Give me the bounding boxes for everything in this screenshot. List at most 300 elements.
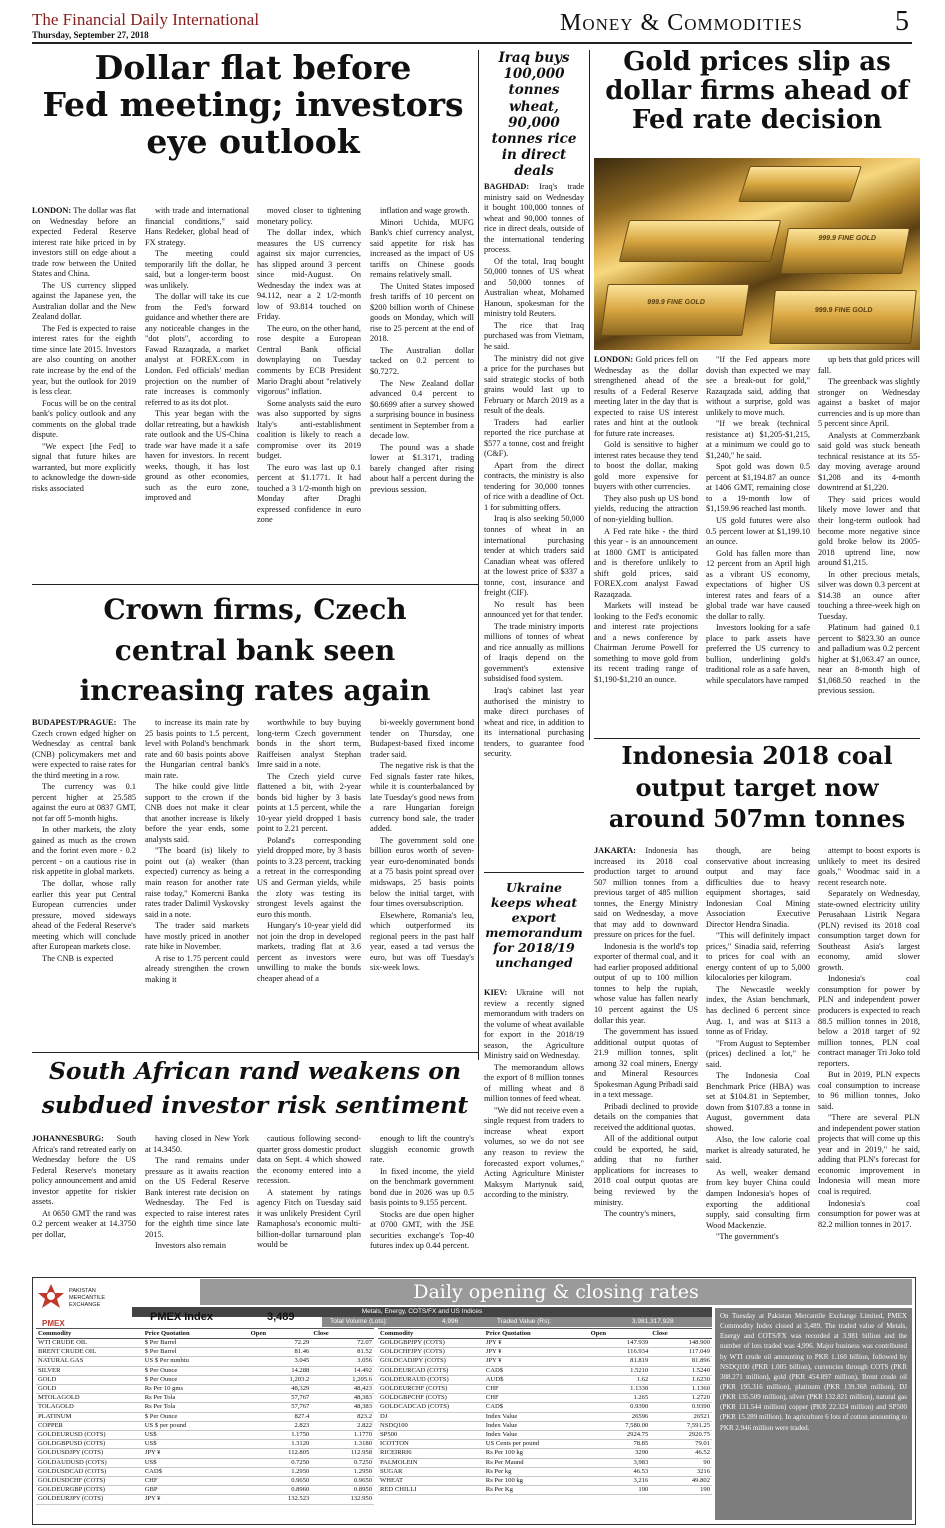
- table-row: [378, 1440, 712, 1449]
- paragraph: Focus will be on the central bank's policy outlook and any comments on the global trade dispute.: [32, 398, 136, 440]
- rand-headline: [32, 1054, 478, 1122]
- quotation-cell: CAD$: [484, 1403, 589, 1412]
- commodity-cell: GOLDEURCHF (COTS): [378, 1385, 484, 1394]
- table-row: [36, 1403, 374, 1412]
- gold-bar: [600, 284, 749, 336]
- close-cell: 2.822: [311, 1421, 374, 1430]
- table-row: [378, 1421, 712, 1430]
- commodity-cell: GOLDUSDJPY (COTS): [36, 1449, 143, 1458]
- quotation-cell: US$: [143, 1458, 249, 1467]
- gold-bars-photo: [594, 158, 920, 350]
- close-cell: 0.7250: [311, 1458, 374, 1467]
- section-rule: [32, 584, 478, 585]
- open-cell: 78.85: [589, 1440, 651, 1449]
- paragraph: KIEV: Ukraine will not review a recently signed memorandum with traders on the volume of wheat available for export in the 2018/19 season, the Agriculture Ministry said on Wednesday.: [484, 988, 584, 1061]
- paragraph: The Indonesia Coal Benchmark Price (HBA) was set at $104.81 in September, down from $107.83 a tonne in August, government data showed.: [706, 1071, 810, 1133]
- paragraph: The pound was a shade lower at $1.3171, trading barely changed after rising about half a percent during the previous session.: [370, 442, 474, 494]
- rand-column-4: [370, 1134, 474, 1269]
- commodity-cell: PALMOLEIN: [378, 1458, 484, 1467]
- paragraph: Hungary's 10-year yield did not join the drop in developed markets, trading flat at 3.6 percent as investors were unwilling to make the bonds cheaper ahead of a: [257, 921, 361, 983]
- paragraph: Investors also remain: [155, 1241, 226, 1251]
- gold-headline-line: Fed rate decision: [631, 105, 883, 136]
- quotation-cell: CHF: [484, 1385, 589, 1394]
- quotation-cell: Rs Per 10 gms: [143, 1385, 249, 1394]
- quotation-cell: GBP: [143, 1486, 249, 1495]
- column-header: Commodity: [36, 1329, 143, 1339]
- close-cell: 0.9650: [311, 1477, 374, 1486]
- paragraph: Separately on Wednesday, state-owned electricity utility Perusahaan Listrik Negara (PLN) revised its 2018 coal consumption target down for Southeast Asia's largest economy, amid slower growth.: [818, 889, 920, 972]
- open-cell: 190: [589, 1486, 651, 1495]
- column-header: Open: [249, 1329, 312, 1339]
- open-cell: 3290: [589, 1449, 651, 1458]
- paragraph: Analysts at Commerzbank said gold was stuck beneath technical resistance at its 55-day moving average around $1,208 and its 4-month downtrend at $1,220.: [818, 430, 920, 493]
- commodity-cell: GOLDEURJPY (COTS): [36, 1495, 143, 1504]
- paragraph: LONDON: The dollar was flat on Wednesday before an expected Federal Reserve interest rate hike priced in by investors still on edge about a trade row between the United States and China.: [32, 206, 136, 279]
- gold-bar-stamp: 999.9 FINE GOLD: [646, 299, 706, 306]
- paragraph: No result has been announced yet for that tender.: [484, 599, 584, 620]
- open-cell: 72.29: [249, 1339, 312, 1348]
- paragraph: The currency was 0.1 percent higher at 25.585 against the euro at 0837 GMT, not far off 5-month highs.: [32, 782, 136, 823]
- paragraph: The rand remains under pressure as it awaits reaction on the US Federal Reserve Bank interest rate decision on Wednesday. The Fed is expected to raise interest rates for the eighth time since late 2015.: [145, 1156, 249, 1239]
- paragraph: BAGHDAD: Iraq's trade ministry said on Wednesday it bought 100,000 tonnes of wheat and 90,000 tonnes of rice in direct deals, outside of the international tendering process.: [484, 182, 584, 255]
- commodity-cell: GOLDCADJPY (COTS): [378, 1357, 484, 1366]
- paragraph: Stocks are due open higher at 0700 GMT, with the JSE securities exchange's Top-40 futures index up 0.44 percent.: [370, 1209, 474, 1251]
- quotation-cell: $ Per Barrel: [143, 1348, 249, 1357]
- rates-title: Daily opening & closing rates: [200, 1279, 912, 1305]
- gold-headline: [594, 48, 920, 135]
- quotation-cell: Index Value: [484, 1421, 589, 1430]
- dateline: BAGHDAD:: [484, 182, 530, 191]
- paragraph: The rice that Iraq purchased was from Vietnam, he said.: [484, 320, 584, 351]
- ukraine-body: [484, 988, 584, 1266]
- paragraph: The hike could give little support to the crown if the CNB does not make it clear that another increase is likely before the year ends, some analysts said.: [145, 782, 249, 844]
- paragraph: to increase its main rate by 25 basis points to 1.5 percent, level with Poland's benchmark rate and 60 basis points above the Hungarian central bank's main rate.: [145, 718, 249, 780]
- close-cell: 72.07: [311, 1339, 374, 1348]
- open-cell: 0.8960: [249, 1486, 312, 1495]
- dollar-headline-line: eye outlook: [146, 121, 360, 161]
- column-header: Open: [589, 1329, 651, 1339]
- quotation-cell: $ Per Barrel: [143, 1339, 249, 1348]
- paragraph: "We did not receive even a single request from traders to increase wheat export volumes, so we do not see any reason to review the forecasted export volumes," Acting Agriculture Minister Maksym Martynuk said, according to the ministry.: [484, 1105, 584, 1200]
- paragraph: "We expect [the Fed] to signal that future hikes are warranted, but more explicitly to acknowledge the down-side risks associated: [32, 441, 136, 493]
- paragraph: The trade ministry imports millions of tonnes of wheat and rice annually as millions of Iraqis depend on the government's extensive subsidised food system.: [484, 621, 584, 684]
- section-title: Money & Commodities: [560, 10, 803, 36]
- quotation-cell: $ Per Ounce: [143, 1366, 249, 1375]
- dollar-column-1: [32, 206, 136, 580]
- czech-headline-line: Crown firms, Czech: [103, 593, 407, 626]
- table-row: [378, 1366, 712, 1375]
- total-volume-value: 4,996: [442, 1318, 459, 1325]
- paragraph: "From August to September (prices) declined a lot," he said.: [706, 1038, 810, 1069]
- paragraph: The meeting could temporarily lift the dollar, he said, but a longer-term boost was unlikely.: [145, 249, 249, 290]
- quotation-cell: Rs Per kg: [484, 1467, 589, 1476]
- logo-text-line: EXCHANGE: [69, 1302, 101, 1308]
- commodity-cell: GOLDEURUSD (COTS): [36, 1431, 143, 1440]
- close-cell: 46.52: [650, 1449, 712, 1458]
- open-cell: 1,203.2: [249, 1375, 312, 1384]
- gold-column-1: [594, 355, 698, 733]
- section-rule: [594, 738, 920, 739]
- czech-column-1: [32, 718, 136, 1048]
- gold-bar: [769, 290, 917, 344]
- paragraph: As well, weaker demand from key buyer China could dampen Indonesia's hopes of exporting the additional supply, said consulting firm Wood Mackenzie.: [706, 1167, 810, 1230]
- rand-headline-line: subdued investor risk sentiment: [41, 1091, 469, 1120]
- quotation-cell: Index Value: [484, 1431, 589, 1440]
- close-cell: 1.1770: [311, 1431, 374, 1440]
- pmex-logo: [36, 1281, 126, 1331]
- close-cell: 112.958: [311, 1449, 374, 1458]
- close-cell: 79.01: [650, 1440, 712, 1449]
- paragraph: US gold futures were also 0.5 percent lower at $1,199.10 an ounce.: [706, 515, 810, 547]
- paragraph: with trade and international financial conditions," said Hans Redeker, global head of FX strategy.: [145, 206, 249, 247]
- paragraph: In other markets, the zloty gained as much as the crown and the forint even more - 0.2 percent - on a cautious rise in risk appetite in global markets.: [32, 825, 136, 877]
- quotation-cell: CAD$: [484, 1366, 589, 1375]
- paragraph: "There are several PLN and independent power station projects that will come up this year and in 2019," he said, adding that PLN's forecast for economic improvement in Indonesia will mean more coal is required.: [818, 1113, 920, 1196]
- open-cell: 1.1750: [249, 1431, 312, 1440]
- column-divider: [478, 50, 479, 1060]
- paragraph: Gold is sensitive to higher interest rates because they tend to boost the dollar, making gold more expensive for buyers with other currencies.: [594, 440, 698, 492]
- czech-headline-line: increasing rates again: [79, 674, 431, 708]
- gold-bar-stamp: 999.9 FINE GOLD: [817, 235, 877, 242]
- paragraph: The dollar, whose rally earlier this year put Central European currencies under pressure, moved sideways ahead of the Federal Reserve's meeting which will conclude after European markets close.: [32, 878, 136, 952]
- column-header: Commodity: [378, 1329, 484, 1339]
- quotation-cell: Rs Per Kg: [484, 1486, 589, 1495]
- iraq-headline: Iraq buys 100,000 tonnes wheat, 90,000 tonnes rice in direct deals: [491, 50, 577, 180]
- table-row: [378, 1486, 712, 1495]
- gold-column-3: [818, 355, 920, 733]
- open-cell: 0.9390: [589, 1403, 651, 1412]
- close-cell: 14.492: [311, 1366, 374, 1375]
- paragraph: The negative risk is that the Fed signals faster rate hikes, while it is counterbalanced by late Tuesday's good news from a rare Hungarian foreign currency bond sale, the trader added.: [370, 761, 474, 834]
- commodity-cell: NATURAL GAS: [36, 1357, 143, 1366]
- open-cell: 1.2950: [249, 1467, 312, 1476]
- indonesia-headline: [594, 740, 920, 835]
- open-cell: 81.46: [249, 1348, 312, 1357]
- table-row: [36, 1440, 374, 1449]
- paragraph: The memorandum allows the export of 8 million tonnes of milling wheat and 8 million tonnes of feed wheat.: [484, 1062, 584, 1104]
- rand-column-1: [32, 1134, 136, 1269]
- page-number: 5: [895, 6, 909, 37]
- close-cell: 7,591.25: [650, 1421, 712, 1430]
- paragraph: worthwhile to buy buying long-term Czech government bonds in the short term, Raiffeisen analyst Stephan Imre said in a note.: [257, 718, 361, 770]
- open-cell: 3.045: [249, 1357, 312, 1366]
- open-cell: 116.934: [589, 1348, 651, 1357]
- open-cell: 1.62: [589, 1375, 651, 1384]
- close-cell: 190: [650, 1486, 712, 1495]
- quotation-cell: JPY ¥: [143, 1449, 249, 1458]
- commodity-cell: ICOTTON: [378, 1440, 484, 1449]
- paragraph: cautious following second-quarter gross domestic product data on Sept. 4 which showed the economy entered into a recession.: [257, 1134, 361, 1186]
- quotation-cell: Rs Per Tola: [143, 1403, 249, 1412]
- paragraph: The euro was last up 0.1 percent at $1.1771. It had touched a 3 1/2-month high on Monday after Draghi expressed confidence in euro zone: [257, 462, 361, 525]
- traded-value-value: 3,981,317,928: [632, 1318, 674, 1325]
- paragraph: The Australian dollar tacked on 0.2 percent to $0.7272.: [370, 345, 474, 376]
- pmex-index-value: 3,489: [267, 1311, 295, 1323]
- dateline: JAKARTA:: [594, 846, 636, 855]
- commodity-cell: SUGAR: [378, 1467, 484, 1476]
- paragraph: In other precious metals, silver was down 0.3 percent at $14.38 an ounce after touching a three-week high on Tuesday.: [818, 569, 920, 621]
- pmex-index-label: PMEX Index: [150, 1311, 213, 1323]
- table-row: [36, 1394, 374, 1403]
- logo-text-line: MERCANTILE: [69, 1295, 106, 1301]
- commodity-cell: WTI CRUDE OIL: [36, 1339, 143, 1348]
- commodity-cell: GOLDEURAUD (COTS): [378, 1375, 484, 1384]
- commodity-cell: PLATINUM: [36, 1412, 143, 1421]
- table-row: [378, 1339, 712, 1348]
- close-cell: 1.6230: [650, 1375, 712, 1384]
- table-row: [378, 1458, 712, 1467]
- paragraph: The euro, on the other hand, rose despite a European Central Bank official downplaying on Tuesday comments by ECB President Mario Draghi about "relatively vigorous" inflation.: [257, 323, 361, 397]
- open-cell: 57,767: [249, 1394, 312, 1403]
- table-row: [378, 1431, 712, 1440]
- quotation-cell: $ Per Ounce: [143, 1375, 249, 1384]
- gold-headline-line: dollar firms ahead of: [605, 76, 909, 107]
- paragraph: bi-weekly government bond tender on Thursday, one Budapest-based fixed income trader said.: [370, 718, 474, 759]
- paragraph: "This will definitely impact prices," Sinadia said, referring to prices for coal with an energy content of up to 5,000 kilocalories per kilogram.: [706, 931, 810, 983]
- dollar-column-3: [257, 206, 361, 580]
- quotation-cell: CHF: [484, 1394, 589, 1403]
- close-cell: 117.049: [650, 1348, 712, 1357]
- paragraph: The ministry did not give a price for the purchases but said strategic stocks of both grains would last up to February or March 2019 as a result of the deals.: [484, 353, 584, 416]
- close-cell: 49.802: [650, 1477, 712, 1486]
- close-cell: 148.900: [650, 1339, 712, 1348]
- close-cell: 0.8950: [311, 1486, 374, 1495]
- paragraph: The government has issued additional output quotas of 21.9 million tonnes, split among 32 coal miners, Energy and Mineral Resources Spokesman Agung Pribadi said in a text message.: [594, 1027, 698, 1100]
- close-cell: 1.1360: [650, 1385, 712, 1394]
- close-cell: 1.5240: [650, 1366, 712, 1375]
- paragraph: Platinum had gained 0.1 percent to $823.30 an ounce and palladium was 0.2 percent higher at $1,063.47 an ounce, near an 8-month high of $1,068.50 reached in the previous session.: [818, 623, 920, 696]
- quotation-cell: Rs Per Tola: [143, 1394, 249, 1403]
- close-cell: 3.056: [311, 1357, 374, 1366]
- commodity-cell: GOLD: [36, 1375, 143, 1384]
- paragraph: enough to lift the country's sluggish economic growth rate.: [370, 1134, 474, 1165]
- commodity-cell: SILVER: [36, 1366, 143, 1375]
- commodity-cell: NSDQ100: [378, 1421, 484, 1430]
- commodity-cell: WHEAT: [378, 1477, 484, 1486]
- open-cell: 112.805: [249, 1449, 312, 1458]
- paragraph: Minori Uchida, MUFG Bank's chief currency analyst, said appetite for risk has increased as the impact of US tariffs on Chinese goods remains relatively small.: [370, 217, 474, 280]
- dollar-headline-line: Dollar flat before: [94, 48, 412, 87]
- paragraph: Poland's corresponding yield dropped more, by 3 basis points to 3.23 percent, tracking a retreat in the corresponding US and German yields, while the zloty was testing its strongest levels against the euro this month.: [257, 835, 361, 919]
- column-header: Price Quotation: [484, 1329, 589, 1339]
- quotation-cell: Rs Per 100 kg: [484, 1477, 589, 1486]
- commodity-cell: GOLDAUDUSD (COTS): [36, 1458, 143, 1467]
- open-cell: 1.3120: [249, 1440, 312, 1449]
- paragraph: Gold has fallen more than 12 percent from an April high as a vibrant US economy, expectations of higher US interest rates and fears of a global trade war have caused the dollar to rally.: [706, 548, 810, 621]
- close-cell: 81.896: [650, 1357, 712, 1366]
- close-cell: 1.2950: [311, 1467, 374, 1476]
- open-cell: 0.7250: [249, 1458, 312, 1467]
- close-cell: 1,205.6: [311, 1375, 374, 1384]
- commodity-cell: GOLDEURGBP (COTS): [36, 1486, 143, 1495]
- commodity-cell: MTOLAGOLD: [36, 1394, 143, 1403]
- table-row: [36, 1385, 374, 1394]
- commodity-cell: SP500: [378, 1431, 484, 1440]
- open-cell: 57,767: [249, 1403, 312, 1412]
- column-divider: [589, 50, 590, 740]
- logo-short: PMEX: [42, 1319, 65, 1328]
- quotation-cell: $ Per Ounce: [143, 1412, 249, 1421]
- close-cell: 48,423: [311, 1385, 374, 1394]
- total-volume-label: Total Volume (Lots):: [330, 1318, 388, 1325]
- section-rule: [484, 872, 584, 873]
- rand-column-3: [257, 1134, 361, 1269]
- open-cell: 1.5210: [589, 1366, 651, 1375]
- close-cell: 3216: [650, 1467, 712, 1476]
- paragraph: Iraq is also seeking 50,000 tonnes of wheat in an international purchasing tender at which traders said Canadian wheat was offered at the lowest price of $337 a tonne, cost, insurance and freight (CIF).: [484, 514, 584, 598]
- commodity-cell: BRENT CRUDE OIL: [36, 1348, 143, 1357]
- indonesia-headline-line: output target now: [635, 772, 879, 802]
- table-row: [378, 1348, 712, 1357]
- paragraph: A Fed rate hike - the third this year - is an announcement at 1800 GMT is anticipated and is therefore unlikely to shift gold prices, said FOREX.com analyst Fawad Razaqzada.: [594, 526, 698, 599]
- paragraph: All of the additional output could be exported, he said, adding that no further applications for increases to 2018 coal output quotas are being reviewed by the ministry.: [594, 1134, 698, 1207]
- paragraph: The Czech yield curve flattened a bit, with 2-year bonds bid higher by 3 basis points at 1.5 percent, while the 10-year yield dropped 1 basis point to 2.21 percent.: [257, 771, 361, 834]
- index-bar: Metals, Energy, COTS/FX and US Indices: [132, 1307, 712, 1317]
- quotation-cell: JPY ¥: [484, 1357, 589, 1366]
- commodity-cell: GOLDGBPUSD (COTS): [36, 1440, 143, 1449]
- quotation-cell: Index Value: [484, 1412, 589, 1421]
- rates-table-right: [378, 1328, 712, 1495]
- indonesia-column-3: [818, 846, 920, 1266]
- paragraph: BUDAPEST/PRAGUE: The Czech crown edged higher on Wednesday as central bank (CNB) policymakers met and were expected to raise rates for the third meeting in a row.: [32, 718, 136, 780]
- commodity-cell: GOLD: [36, 1385, 143, 1394]
- close-cell: 823.2: [311, 1412, 374, 1421]
- table-row: [378, 1467, 712, 1476]
- gold-column-2: [706, 355, 810, 733]
- column-header: Price Quotation: [143, 1329, 249, 1339]
- commodity-cell: GOLDCHFJPY (COTS): [378, 1348, 484, 1357]
- paragraph: The Newcastle weekly index, the Asian benchmark, has declined 6 percent since Aug. 1, and was at $113 a tonne as of Friday.: [706, 984, 810, 1037]
- table-row: [36, 1366, 374, 1375]
- table-row: [378, 1477, 712, 1486]
- paragraph: JAKARTA: Indonesia has increased its 2018 coal production target to around 507 million tonnes from a previous target of 485 million tonnes, the Energy Ministry said on Wednesday, a move that may add to downward pressure on prices for the fuel.: [594, 846, 698, 940]
- paragraph: Also, the low calorie coal market is already saturated, he said.: [706, 1135, 810, 1166]
- paragraph: Indonesia is the world's top exporter of thermal coal, and it had earlier proposed additional output of up to 100 million tonnes to help the rupiah, whose value has fallen nearly 10 percent against the US dollar this year.: [594, 941, 698, 1025]
- paragraph: At 0650 GMT the rand was 0.2 percent weaker at 14.3750 per dollar,: [32, 1208, 136, 1239]
- paragraph: "If the Fed appears more dovish than expected we may see a break-out for gold," Razaqzada said, adding that without a surprise, gold was unlikely to move much.: [706, 355, 810, 417]
- close-cell: 1.2720: [650, 1394, 712, 1403]
- quotation-cell: JPY ¥: [143, 1495, 249, 1504]
- column-header: Close: [311, 1329, 374, 1339]
- table-row: [36, 1339, 374, 1348]
- paragraph: The dollar will take its cue from the Fed's forward guidance and whether there are any noticeable changes in the "dot plots", according to Fawad Razaqzada, a market analyst at FOREX.com in London. Fed officials' median projection on the number of rate increases is commonly referred to as its dot plot.: [145, 292, 249, 407]
- paragraph: "If we break (technical resistance at) $1,205-$1,215, at a minimum we could go to $1,240," he said.: [706, 419, 810, 460]
- paragraph: In fixed income, the yield on the benchmark government bond due in 2026 was up 0.5 basis points to 9.155 percent.: [370, 1166, 474, 1208]
- commodity-cell: GOLDUSDCAD (COTS): [36, 1467, 143, 1476]
- paragraph: The dollar index, which measures the US currency against six major currencies, has slipped around 3 percent since mid-August. On Wednesday the index was at 94.112, near a 2 1/2-month low of 93.814 touched on Friday.: [257, 228, 361, 322]
- issue-date: Thursday, September 27, 2018: [32, 30, 149, 40]
- table-row: [36, 1477, 374, 1486]
- close-cell: 1.3180: [311, 1440, 374, 1449]
- rand-headline-line: South African rand weakens on: [48, 1057, 462, 1085]
- paragraph: Iraq's cabinet last year authorised the ministry to make direct purchases of wheat and rice, in addition to its international purchasing tenders, to guarantee food security.: [484, 685, 584, 759]
- paragraph: This year began with the dollar retreating, but a hawkish rate outlook and the US-China trade war have made it a safe haven for investors. In recent weeks, though, it has lost ground as other economies, such as the euro zone, improved and: [145, 409, 249, 503]
- close-cell: 48,383: [311, 1394, 374, 1403]
- paragraph: The New Zealand dollar advanced 0.4 percent to $0.6699 after a survey showed a surprising bounce in business sentiment in September from a decade low.: [370, 378, 474, 441]
- close-cell: 26521: [650, 1412, 712, 1421]
- open-cell: 14.288: [249, 1366, 312, 1375]
- open-cell: 2924.75: [589, 1431, 651, 1440]
- close-cell: 0.9390: [650, 1403, 712, 1412]
- table-row: [378, 1385, 712, 1394]
- open-cell: 48,329: [249, 1385, 312, 1394]
- quotation-cell: US $ per pound: [143, 1421, 249, 1430]
- dollar-column-2: [145, 206, 249, 580]
- paragraph: The greenback was slightly stronger on Wednesday against a basket of major currencies and is up more than 5 percent since April.: [818, 377, 920, 429]
- ukraine-headline: Ukraine keeps wheat export memorandum for 2018/19 unchanged: [485, 880, 583, 970]
- paragraph: The US currency slipped against the Japanese yen, the Australian dollar and the New Zealand dollar.: [32, 280, 136, 322]
- paper-name: The Financial Daily International: [32, 10, 260, 29]
- commodity-cell: RED CHILLI: [378, 1486, 484, 1495]
- quotation-cell: US$: [143, 1440, 249, 1449]
- table-row: [378, 1412, 712, 1421]
- table-row: [36, 1486, 374, 1495]
- close-cell: 132.950: [311, 1495, 374, 1504]
- quotation-cell: Rs Per Maund: [484, 1458, 589, 1467]
- totals-bar: [322, 1317, 712, 1327]
- gold-bar: [738, 166, 862, 202]
- paragraph: Indonesia's coal consumption for power was at 82.2 million tonnes in 2017.: [818, 1198, 920, 1229]
- close-cell: 81.52: [311, 1348, 374, 1357]
- close-cell: 90: [650, 1458, 712, 1467]
- table-row: [378, 1357, 712, 1366]
- rates-table-left: [36, 1328, 374, 1505]
- open-cell: 147.939: [589, 1339, 651, 1348]
- commodity-cell: GOLDUSDCHF (COTS): [36, 1477, 143, 1486]
- close-cell: 2920.75: [650, 1431, 712, 1440]
- quotation-cell: US$: [143, 1431, 249, 1440]
- open-cell: 7,580.00: [589, 1421, 651, 1430]
- commodity-cell: GOLDGBPJPY (COTS): [378, 1339, 484, 1348]
- czech-column-4: [370, 718, 474, 1048]
- open-cell: 81.819: [589, 1357, 651, 1366]
- dateline: LONDON:: [32, 206, 72, 215]
- dateline: JOHANNESBURG:: [32, 1134, 104, 1143]
- paragraph: Indonesia's coal consumption for power by PLN and independent power producers is expected to reach 88.5 million tonnes in 2018, below a 2018 target of 92 million tonnes, PLN coal contract manager Tri Joko told reporters.: [818, 974, 920, 1068]
- paragraph: The CNB is expected: [42, 953, 114, 963]
- commodity-cell: GOLDCADCAD (COTS): [378, 1403, 484, 1412]
- open-cell: 827.4: [249, 1412, 312, 1421]
- paragraph: though, are being conservative about increasing output and may face difficulties due to heavy equipment shortages, said Indonesian Coal Mining Association Executive Director Hendra Sinadia.: [706, 846, 810, 929]
- open-cell: 0.9650: [249, 1477, 312, 1486]
- paragraph: But in 2019, PLN expects coal consumption to increase to 96 million tonnes, Joko said.: [818, 1070, 920, 1111]
- paragraph: The government sold one billion euros worth of seven-year euro-denominated bonds at a 75 basis point spread over midswaps, 25 basis points below the initial target, with four times oversubscription.: [370, 835, 474, 909]
- paragraph: A rise to 1.75 percent could already strengthen the crown making it: [145, 953, 249, 984]
- table-row: [36, 1431, 374, 1440]
- paragraph: They said prices would likely move lower and that their long-term outlook had become more negative since gold broke below its 2005-2018 uptrend line, now around $1,215.: [818, 494, 920, 568]
- indonesia-headline-line: around 507mn tonnes: [608, 804, 906, 834]
- dateline: BUDAPEST/PRAGUE:: [32, 718, 117, 727]
- paragraph: up bets that gold prices will fall.: [818, 355, 920, 375]
- paragraph: Pribadi declined to provide details on the companies that received the additional quotas.: [594, 1101, 698, 1132]
- paragraph: moved closer to tightening monetary policy.: [257, 206, 361, 226]
- table-row: [36, 1495, 374, 1504]
- czech-headline: [32, 590, 478, 712]
- paragraph: having closed in New York at 14.3450.: [145, 1134, 249, 1154]
- table-row: [378, 1403, 712, 1412]
- table-row: [36, 1412, 374, 1421]
- paragraph: attempt to boost exports is unlikely to meet its desired goals," Woodmac said in a recent research note.: [818, 846, 920, 887]
- commodity-cell: DJ: [378, 1412, 484, 1421]
- commodity-cell: GOLDGBPCHF (COTS): [378, 1394, 484, 1403]
- table-row: [378, 1449, 712, 1458]
- logo-text-line: PAKISTAN: [69, 1288, 96, 1294]
- paragraph: "The board (is) likely to point out (a) weaker (than expected) currency as being a main reason for another rate raise today," Komercni Banka rates trader Dalimil Vyskovsky said in a note.: [145, 846, 249, 919]
- gold-bar-stamp: 999.9 FINE GOLD: [814, 307, 873, 314]
- iraq-body: [484, 182, 584, 870]
- indonesia-column-1: [594, 846, 698, 1266]
- table-row: [36, 1421, 374, 1430]
